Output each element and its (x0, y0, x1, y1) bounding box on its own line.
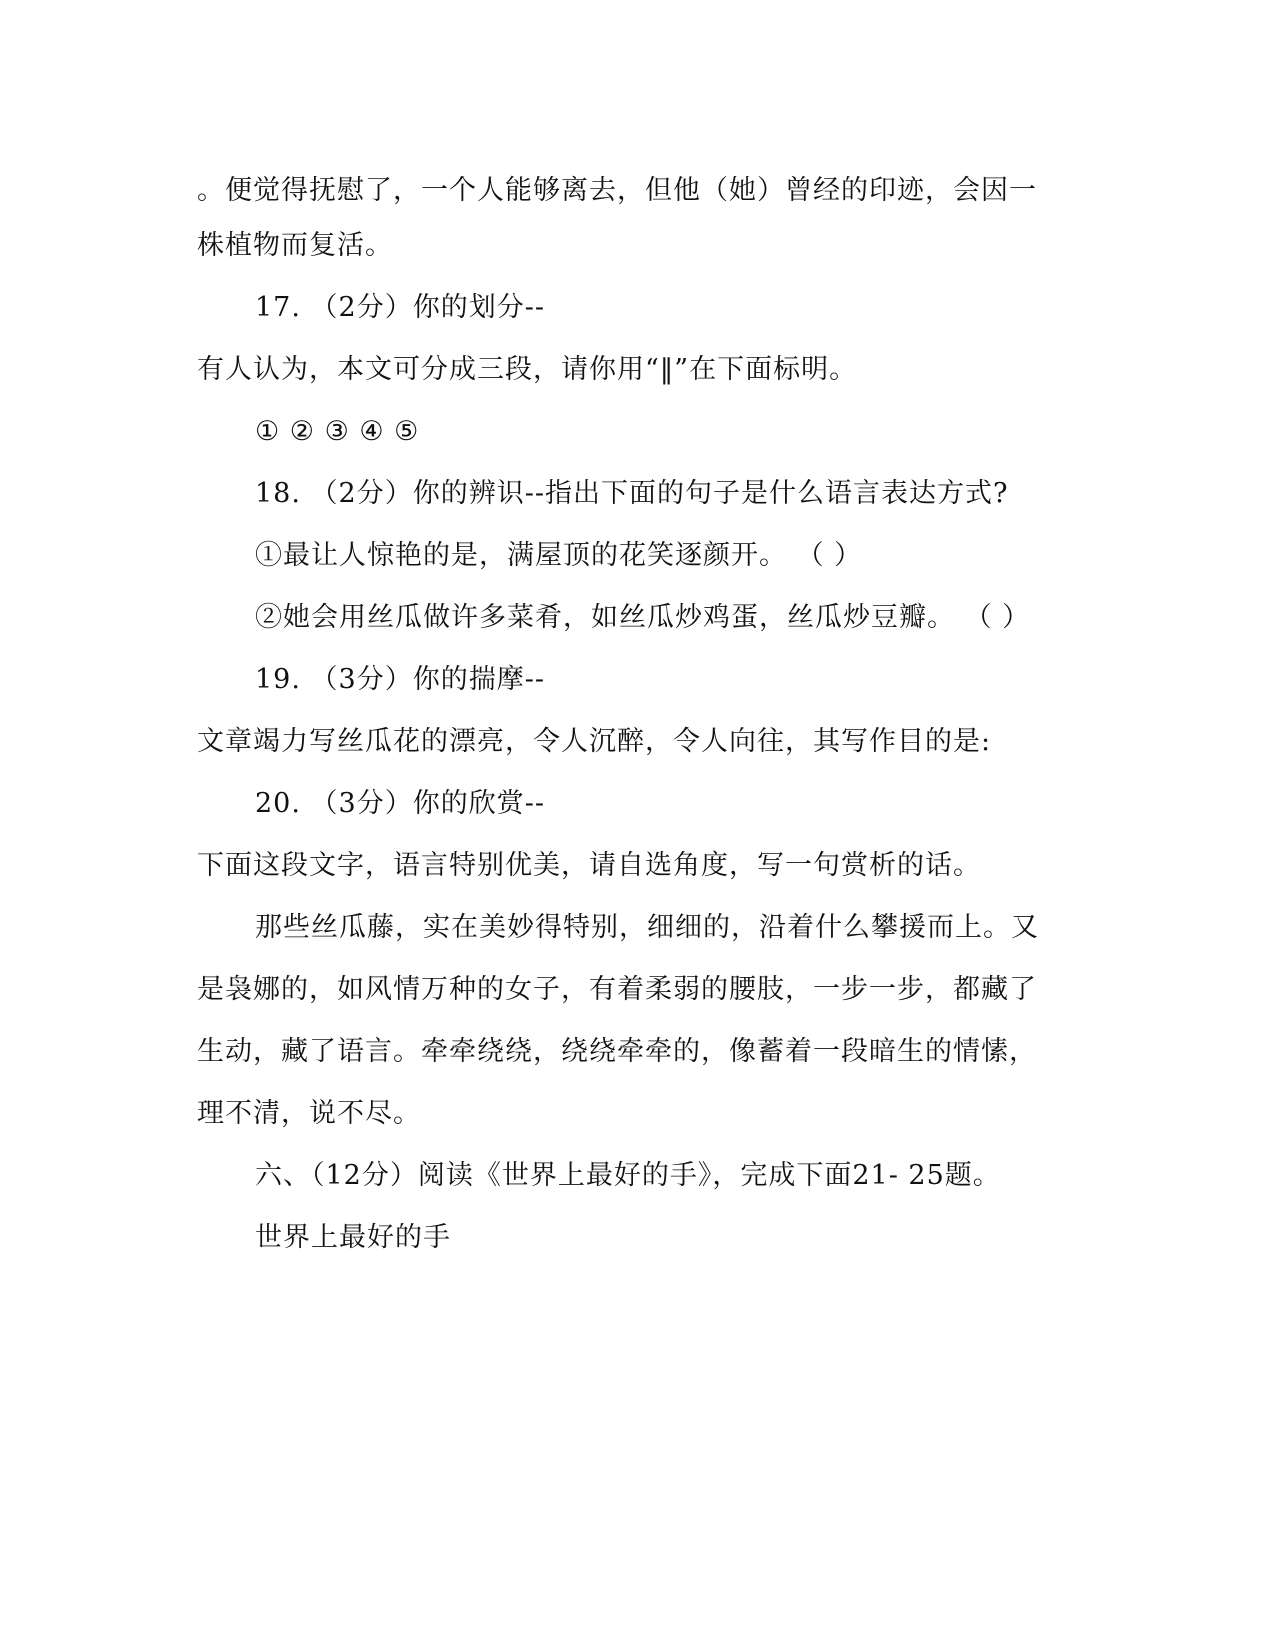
quoted-passage-line: 那些丝瓜藤，实在美妙得特别，细细的，沿着什么攀援而上。又 (255, 912, 1039, 943)
quoted-passage-line: 生动，藏了语言。牵牵绕绕，绕绕牵牵的，像蓄着一段暗生的情愫， (197, 1036, 1037, 1067)
paragraph-line: 。便觉得抚慰了，一个人能够离去，但他（她）曾经的印迹，会因一 (197, 175, 1037, 206)
question-20-prompt: 下面这段文字，语言特别优美，请自选角度，写一句赏析的话。 (197, 850, 981, 881)
paragraph-line: 株植物而复活。 (197, 230, 393, 261)
quoted-passage-line: 理不清，说不尽。 (197, 1098, 421, 1129)
article-title: 世界上最好的手 (255, 1222, 451, 1253)
question-19-prompt: 文章竭力写丝瓜花的漂亮，令人沉醉，令人向往，其写作目的是: (197, 726, 992, 757)
question-18-item-2: ②她会用丝瓜做许多菜肴，如丝瓜炒鸡蛋，丝瓜炒豆瓣。 （ ） (255, 602, 1031, 633)
question-17-heading: 17. （2分）你的划分-- (255, 292, 545, 323)
quoted-passage-line: 是袅娜的，如风情万种的女子，有着柔弱的腰肢，一步一步，都藏了 (197, 974, 1037, 1005)
question-18-heading: 18. （2分）你的辨识--指出下面的句子是什么语言表达方式? (255, 478, 1009, 509)
question-20-heading: 20. （3分）你的欣赏-- (255, 788, 545, 819)
paragraph-number-options: ① ② ③ ④ ⑤ (255, 416, 420, 447)
question-19-heading: 19. （3分）你的揣摩-- (255, 664, 545, 695)
section-six-heading: 六、（12分）阅读《世界上最好的手》，完成下面21- 25题。 (255, 1160, 1001, 1191)
question-17-prompt: 有人认为，本文可分成三段，请你用“‖”在下面标明。 (197, 354, 858, 385)
question-18-item-1: ①最让人惊艳的是，满屋顶的花笑逐颜开。 （ ） (255, 540, 863, 571)
